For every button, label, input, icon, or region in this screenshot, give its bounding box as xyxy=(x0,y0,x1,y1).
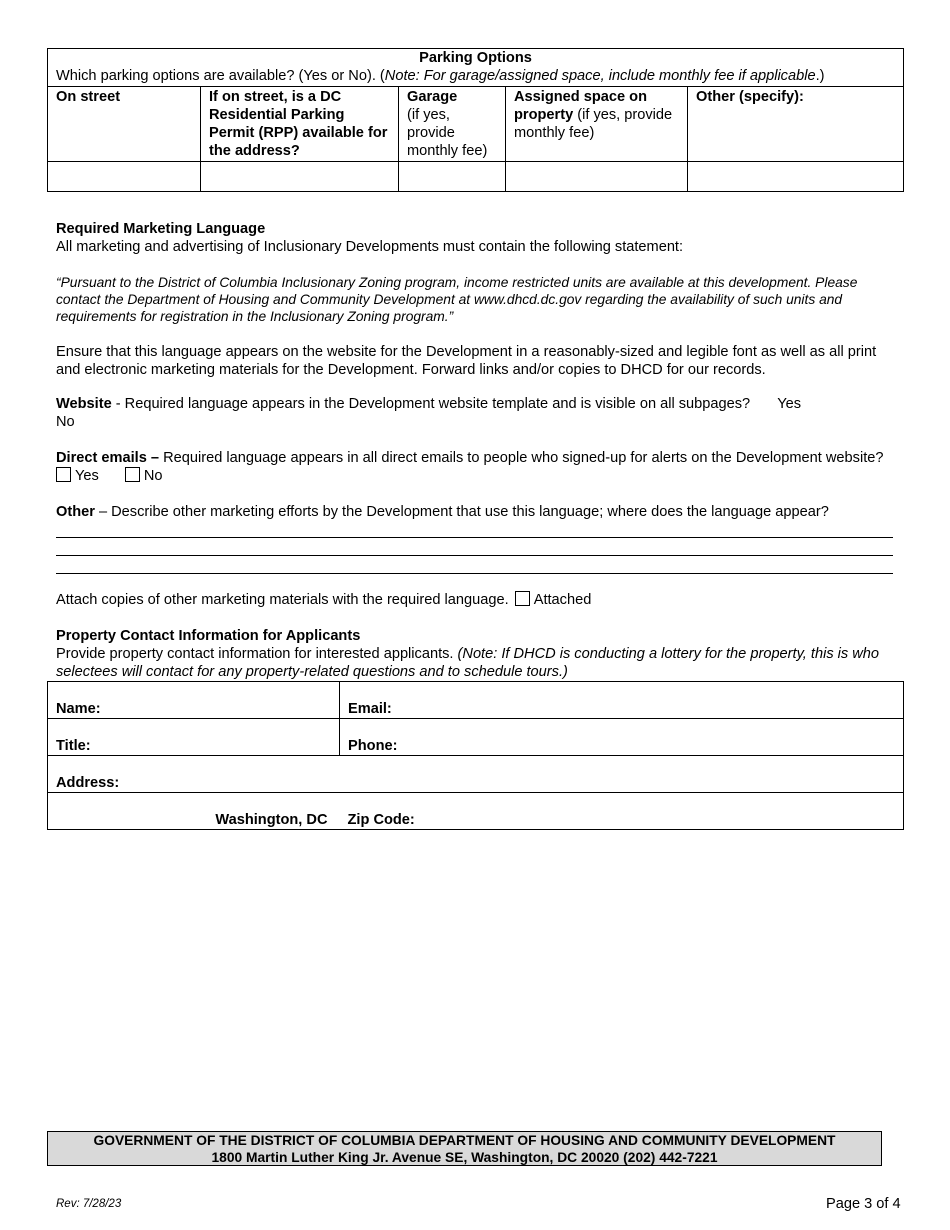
website-no-option[interactable]: No xyxy=(56,414,75,430)
website-yes-option[interactable]: Yes xyxy=(777,396,801,412)
parking-title: Parking Options xyxy=(419,50,532,66)
on-street-field[interactable] xyxy=(48,162,201,192)
name-field[interactable]: Name: xyxy=(48,682,340,719)
emails-no-label: No xyxy=(143,468,163,484)
attached-label: Attached xyxy=(533,592,592,608)
city-field[interactable]: Washington, DC xyxy=(48,793,340,830)
marketing-intro: All marketing and advertising of Inclusionary Developments must contain the following statement: xyxy=(56,239,684,255)
ensure-paragraph: Ensure that this language appears on the website for the Development in a reasonably-sized and legible font as well as all print and electronic marketing materials for the Development. Forward links and/or copies to DHCD for our records. xyxy=(56,344,877,378)
email-field[interactable]: Email: xyxy=(340,682,904,719)
other-answer-line-3[interactable] xyxy=(56,573,893,574)
other-question: Other – Describe other marketing efforts by the Development that use this language; where does the language appear? xyxy=(56,504,829,520)
revision-date: Rev: 7/28/23 xyxy=(56,1198,122,1210)
parking-options-table xyxy=(47,48,904,192)
agency-footer xyxy=(47,1131,882,1166)
assigned-space-field[interactable] xyxy=(506,162,688,192)
contact-section xyxy=(56,627,896,681)
marketing-section xyxy=(56,220,896,256)
col-garage: Garage (if yes, provide monthly fee) xyxy=(399,87,506,162)
agency-name: GOVERNMENT OF THE DISTRICT OF COLUMBIA DEPARTMENT OF HOUSING AND COMMUNITY DEVELOPMENT xyxy=(93,1133,836,1148)
emails-yes-label: Yes xyxy=(75,468,99,484)
col-assigned-space: Assigned space on property (if yes, provide monthly fee) xyxy=(506,87,688,162)
other-parking-field[interactable] xyxy=(688,162,904,192)
rpp-field[interactable] xyxy=(201,162,399,192)
other-answer-line-1[interactable] xyxy=(56,537,893,538)
title-field[interactable]: Title: xyxy=(48,719,340,756)
attach-row: Attach copies of other marketing materials with the required language. Attached xyxy=(56,592,592,608)
website-question: Website - Required language appears in the Development website template and is visible on all subpages? Yes No xyxy=(56,396,801,430)
phone-field[interactable]: Phone: xyxy=(340,719,904,756)
direct-emails-question: Direct emails – Required language appears in all direct emails to people who signed-up for alerts on the Development website? Yes No xyxy=(56,450,884,484)
col-on-street: On street xyxy=(48,87,201,162)
emails-yes-checkbox[interactable] xyxy=(56,467,71,482)
page-number: Page 3 of 4 xyxy=(826,1196,901,1212)
garage-field[interactable] xyxy=(399,162,506,192)
col-rpp: If on street, is a DC Residential Parking Permit (RPP) available for the address? xyxy=(201,87,399,162)
address-field[interactable]: Address: xyxy=(48,756,904,793)
parking-header xyxy=(48,49,904,87)
agency-address: 1800 Martin Luther King Jr. Avenue SE, Washington, DC 20020 (202) 442-7221 xyxy=(211,1150,718,1165)
required-statement: “Pursuant to the District of Columbia Inclusionary Zoning program, income restricted units are available at this development. Please contact the Department of Housing and Community Development at www.dhcd.dc.gov regarding the availability of such units and requirements for registration in the Inclusionary Zoning program.” xyxy=(56,275,858,324)
col-other: Other (specify): xyxy=(688,87,904,162)
attached-checkbox[interactable] xyxy=(515,591,530,606)
marketing-heading: Required Marketing Language xyxy=(56,221,266,237)
zip-code-field[interactable]: Zip Code: xyxy=(340,793,904,830)
emails-no-checkbox[interactable] xyxy=(125,467,140,482)
other-answer-line-2[interactable] xyxy=(56,555,893,556)
contact-table xyxy=(47,681,904,830)
contact-intro: Provide property contact information for interested applicants. (Note: If DHCD is conducting a lottery for the property, this is who selectees will contact for any property-related questions and to schedule tours.) xyxy=(56,646,880,680)
contact-heading: Property Contact Information for Applicants xyxy=(56,628,361,644)
parking-question: Which parking options are available? (Yes or No). (Note: For garage/assigned space, include monthly fee if applicable.) xyxy=(56,68,825,84)
